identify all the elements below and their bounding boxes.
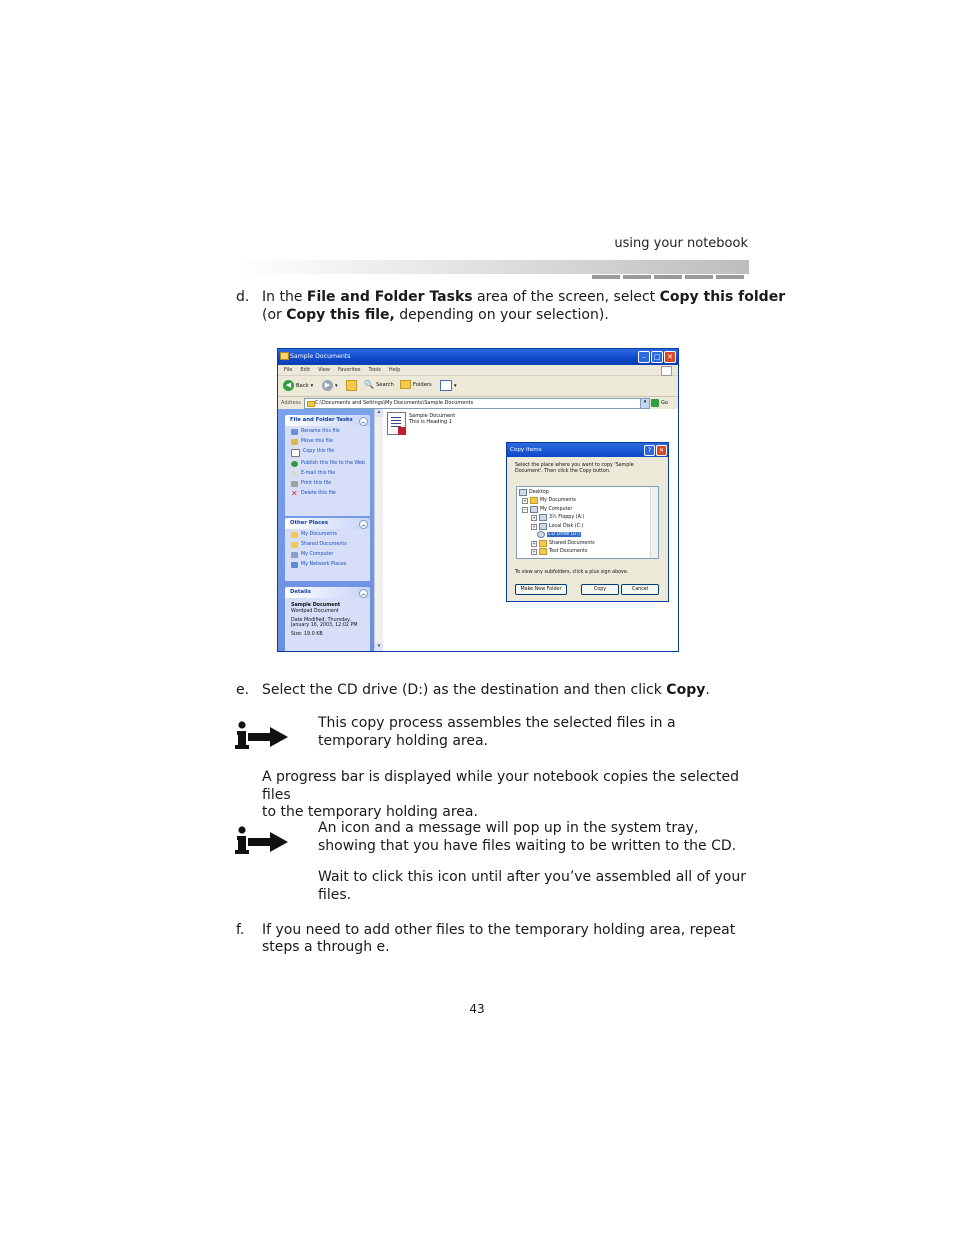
file-list-pane (383, 409, 678, 651)
copy-items-dialog (506, 442, 669, 602)
printer-icon (291, 481, 298, 487)
info-note-icon (234, 825, 290, 855)
minimize-icon[interactable]: – (638, 351, 650, 363)
note-1-text: This copy process assembles the selected files in a temporary holding area. (318, 715, 676, 749)
title-bar (278, 349, 678, 365)
cancel-button[interactable]: Cancel (621, 584, 659, 595)
wordpad-document-icon[interactable] (387, 412, 406, 435)
collapse-icon[interactable]: ︽ (359, 417, 368, 426)
scroll-up-icon[interactable]: ▴ (375, 409, 383, 417)
forward-arrow-icon: ▶ (322, 380, 333, 391)
chevron-down-icon[interactable]: ▾ (640, 399, 649, 408)
folder-icon (539, 540, 547, 547)
task-email[interactable]: E-mail this file (291, 471, 367, 477)
cd-drive-icon (537, 531, 545, 538)
task-print[interactable]: Print this file (291, 481, 367, 487)
task-pane-scrollbar[interactable] (374, 409, 383, 651)
copy-icon (291, 449, 300, 457)
place-shared-documents[interactable]: Shared Documents (291, 542, 367, 548)
other-places-box: Other Places ︽ My Documents Shared Documents My Computer My Network Places (285, 518, 370, 581)
email-icon (291, 471, 298, 477)
tree-floppy[interactable]: + 3½ Floppy (A:) (532, 514, 585, 520)
collapse-minus-icon: − (523, 506, 527, 512)
folder-icon (291, 542, 298, 548)
folders-icon (400, 380, 411, 389)
dialog-message: Select the place where you want to copy 'Sample Document'. Then click the Copy button. (515, 463, 634, 474)
task-rename[interactable]: Rename this file (291, 429, 367, 435)
globe-icon (291, 461, 298, 467)
forward-button[interactable]: ▶ ▾ (322, 380, 338, 391)
windows-logo-icon (661, 366, 672, 376)
note-2-text: An icon and a message will pop up in the system tray, showing that you have files waiting to be written to the CD. Wait to click this icon until after you’ve assembled all of your files. (318, 820, 746, 903)
address-input[interactable]: C:\Documents and Settings\My Documents\Sample Documents ▾ (304, 398, 650, 409)
computer-icon (291, 552, 298, 558)
search-icon: 🔍 (364, 380, 374, 389)
window-title: Sample Documents (290, 353, 351, 360)
tree-shared-documents[interactable]: + Shared Documents (532, 540, 595, 546)
page-number: 43 (469, 1002, 485, 1016)
tree-my-computer[interactable]: − My Computer (523, 506, 573, 512)
maximize-icon[interactable]: □ (651, 351, 663, 363)
place-my-computer[interactable]: My Computer (291, 552, 367, 558)
make-new-folder-button[interactable]: Make New Folder (515, 584, 567, 595)
menu-favorites[interactable]: Favorites (337, 367, 361, 373)
address-bar: Address C:\Documents and Settings\My Documents\Sample Documents ▾ Go (278, 397, 678, 410)
menu-edit[interactable]: Edit (300, 367, 311, 373)
expand-plus-icon: + (532, 514, 536, 520)
tree-local-disk[interactable]: + Local Disk (C:) (532, 523, 584, 529)
expand-plus-icon: + (523, 497, 527, 503)
place-my-documents[interactable]: My Documents (291, 532, 367, 538)
menu-file[interactable]: File (284, 367, 293, 373)
progress-paragraph: A progress bar is displayed while your notebook copies the selected files to the temporary holding area. (262, 769, 740, 820)
tree-my-documents[interactable]: + My Documents (523, 497, 576, 503)
menu-tools[interactable]: Tools (368, 367, 381, 373)
folder-icon (280, 352, 289, 360)
menu-bar (278, 365, 678, 376)
up-folder-button[interactable] (346, 380, 357, 391)
dialog-hint: To view any subfolders, click a plus sign above. (515, 570, 629, 575)
tree-desktop[interactable]: Desktop (519, 489, 549, 496)
views-button[interactable]: ▾ (440, 380, 457, 391)
toolbar (278, 376, 678, 397)
menu-view[interactable]: View (318, 367, 330, 373)
back-arrow-icon: ◀ (283, 380, 294, 391)
copy-button[interactable]: Copy (581, 584, 619, 595)
step-label: f. (236, 922, 245, 938)
folder-icon (530, 497, 538, 504)
scroll-down-icon[interactable]: ▾ (375, 643, 383, 651)
task-move[interactable]: Move this file (291, 439, 367, 445)
folder-icon (307, 401, 315, 407)
menu-help[interactable]: Help (388, 367, 401, 373)
info-note-icon (234, 720, 290, 750)
step-f: f. If you need to add other files to the temporary holding area, repeat steps a through e. (236, 922, 736, 955)
step-label: d. (236, 289, 250, 305)
details-box: Details ︽ Sample Document Wordpad Document Date Modified: Thursday, January 16, 2003, 12:02 PM Size: 19.0 KB (285, 587, 370, 652)
move-icon (291, 439, 298, 445)
folder-icon (539, 548, 547, 555)
desktop-icon (519, 489, 527, 496)
expand-plus-icon: + (532, 523, 536, 529)
explorer-window-screenshot (277, 348, 679, 652)
header-gradient-bar (236, 260, 749, 274)
step-label: e. (236, 682, 250, 698)
task-pane (278, 409, 374, 651)
folders-button[interactable]: Folders (400, 380, 432, 389)
collapse-icon[interactable]: ︽ (359, 589, 368, 598)
dialog-title: Copy Items (510, 447, 542, 453)
close-icon[interactable]: ✕ (664, 351, 676, 363)
search-button[interactable]: 🔍 Search (364, 380, 394, 389)
folder-icon (291, 532, 298, 538)
rename-icon (291, 429, 298, 435)
help-icon[interactable]: ? (644, 445, 655, 456)
file-folder-tasks-box: File and Folder Tasks ︽ Rename this file Move this file Copy this file Publish this file to the Web E-mail this file Print this file ✕ Delete this file (285, 415, 370, 516)
place-my-network[interactable]: My Network Places (291, 562, 367, 568)
disk-icon (539, 523, 547, 530)
section-header: using your notebook (614, 236, 748, 251)
task-copy[interactable]: Copy this file (291, 449, 367, 457)
views-icon (440, 380, 452, 391)
network-icon (291, 562, 298, 568)
delete-x-icon: ✕ (291, 489, 298, 498)
step-d: d. In the File and Folder Tasks area of the screen, select Copy this folder (or Copy this file, depending on your selection). (236, 289, 786, 323)
tree-test-documents[interactable]: + Test Documents (532, 548, 588, 554)
tree-scrollbar[interactable] (650, 487, 658, 558)
up-folder-icon (346, 380, 357, 391)
back-button[interactable]: ◀ Back ▾ (283, 380, 313, 391)
task-publish[interactable]: Publish this file to the Web (291, 461, 367, 467)
tree-cd-drive[interactable]: CD Drive (D:) (537, 531, 581, 538)
step-e: e. Select the CD drive (D:) as the destination and then click Copy. (236, 682, 710, 698)
expand-plus-icon: + (532, 540, 536, 546)
floppy-icon (539, 514, 547, 521)
go-arrow-icon (651, 399, 659, 407)
folder-tree[interactable] (516, 486, 659, 559)
header-segments (592, 275, 744, 279)
computer-icon (530, 506, 538, 513)
go-button[interactable]: Go (651, 399, 668, 407)
file-item-sample-document[interactable]: Sample Document This is Heading 1 (409, 413, 456, 425)
expand-plus-icon: + (532, 548, 536, 554)
task-delete[interactable]: ✕ Delete this file (291, 489, 336, 498)
close-icon[interactable]: ✕ (656, 445, 667, 456)
collapse-icon[interactable]: ︽ (359, 520, 368, 529)
